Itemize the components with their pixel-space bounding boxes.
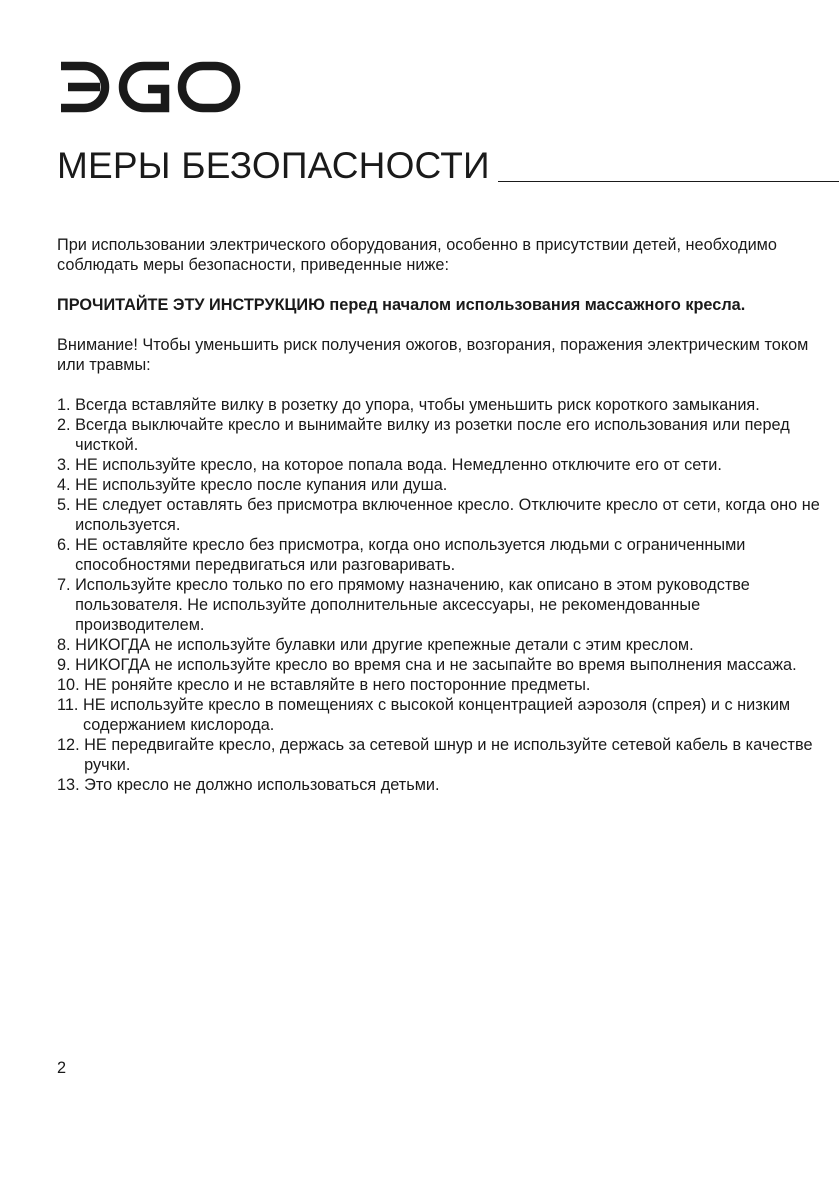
list-item-text: НЕ оставляйте кресло без присмотра, когда оно используется людьми с ограниченными способностями передвигаться или разговаривать. <box>75 536 746 574</box>
list-item-text: НЕ используйте кресло, на которое попала вода. Немедленно отключите его от сети. <box>75 456 722 474</box>
brand-logo <box>56 58 242 116</box>
list-item-number: 6. <box>57 536 76 554</box>
list-item <box>57 635 827 655</box>
list-item-number: 9. <box>57 656 76 674</box>
list-item <box>57 675 827 695</box>
warning-paragraph: Внимание! Чтобы уменьшить риск получения ожогов, возгорания, поражения электрическим током или травмы: <box>57 336 809 374</box>
list-item-text: Используйте кресло только по его прямому назначению, как описано в этом руководстве пользователя. Не используйте дополнительные аксессуары, не рекомендованные производителем. <box>75 576 750 634</box>
list-item-number: 11. <box>57 696 83 714</box>
list-item <box>57 535 827 575</box>
read-notice-emphasis: ПРОЧИТАЙТЕ ЭТУ ИНСТРУКЦИЮ <box>57 296 325 314</box>
list-item <box>57 775 827 795</box>
list-item-text: Всегда вставляйте вилку в розетку до упора, чтобы уменьшить риск короткого замыкания. <box>75 396 760 414</box>
list-item <box>57 575 827 635</box>
list-item-text: НЕ следует оставлять без присмотра включенное кресло. Отключите кресло от сети, когда оно не используется. <box>75 496 820 534</box>
section-header <box>57 146 839 186</box>
list-item <box>57 475 827 495</box>
intro-paragraph: При использовании электрического оборудования, особенно в присутствии детей, необходимо соблюдать меры безопасности, приведенные ниже: <box>57 236 777 274</box>
list-item-text: НИКОГДА не используйте кресло во время сна и не засыпайте во время выполнения массажа. <box>75 656 797 674</box>
list-item-number: 8. <box>57 636 76 654</box>
list-item <box>57 415 827 455</box>
list-item <box>57 735 827 775</box>
list-item <box>57 455 827 475</box>
page-number: 2 <box>57 1059 67 1077</box>
safety-rules-list <box>57 395 827 795</box>
list-item-number: 2. <box>57 416 76 434</box>
list-item-number: 13. <box>57 776 85 794</box>
list-item-number: 4. <box>57 476 76 494</box>
list-item <box>57 495 827 535</box>
list-item-text: Это кресло не должно использоваться детьми. <box>84 776 440 794</box>
read-notice-text: перед началом использования массажного кресла. <box>324 296 746 314</box>
list-item <box>57 655 827 675</box>
list-item-number: 1. <box>57 396 76 414</box>
list-item-number: 10. <box>57 676 85 694</box>
page-title: МЕРЫ БЕЗОПАСНОСТИ <box>57 145 490 186</box>
list-item-text: НИКОГДА не используйте булавки или другие крепежные детали с этим креслом. <box>75 636 694 654</box>
list-item-text: НЕ используйте кресло после купания или душа. <box>75 476 448 494</box>
list-item-number: 5. <box>57 496 76 514</box>
list-item <box>57 695 827 735</box>
list-item-text: НЕ роняйте кресло и не вставляйте в него посторонние предметы. <box>84 676 591 694</box>
list-item-text: Всегда выключайте кресло и вынимайте вилку из розетки после его использования или перед чисткой. <box>75 416 790 454</box>
read-instructions-notice <box>57 295 827 315</box>
list-item-number: 3. <box>57 456 76 474</box>
list-item-number: 12. <box>57 736 85 754</box>
list-item-text: НЕ передвигайте кресло, держась за сетевой шнур и не используйте сетевой кабель в качестве ручки. <box>84 736 813 774</box>
document-body <box>57 235 827 795</box>
list-item-number: 7. <box>57 576 76 594</box>
title-underline <box>498 181 839 182</box>
list-item <box>57 395 827 415</box>
list-item-text: НЕ используйте кресло в помещениях с высокой концентрацией аэрозоля (спрея) и с низким содержанием кислорода. <box>82 696 791 734</box>
